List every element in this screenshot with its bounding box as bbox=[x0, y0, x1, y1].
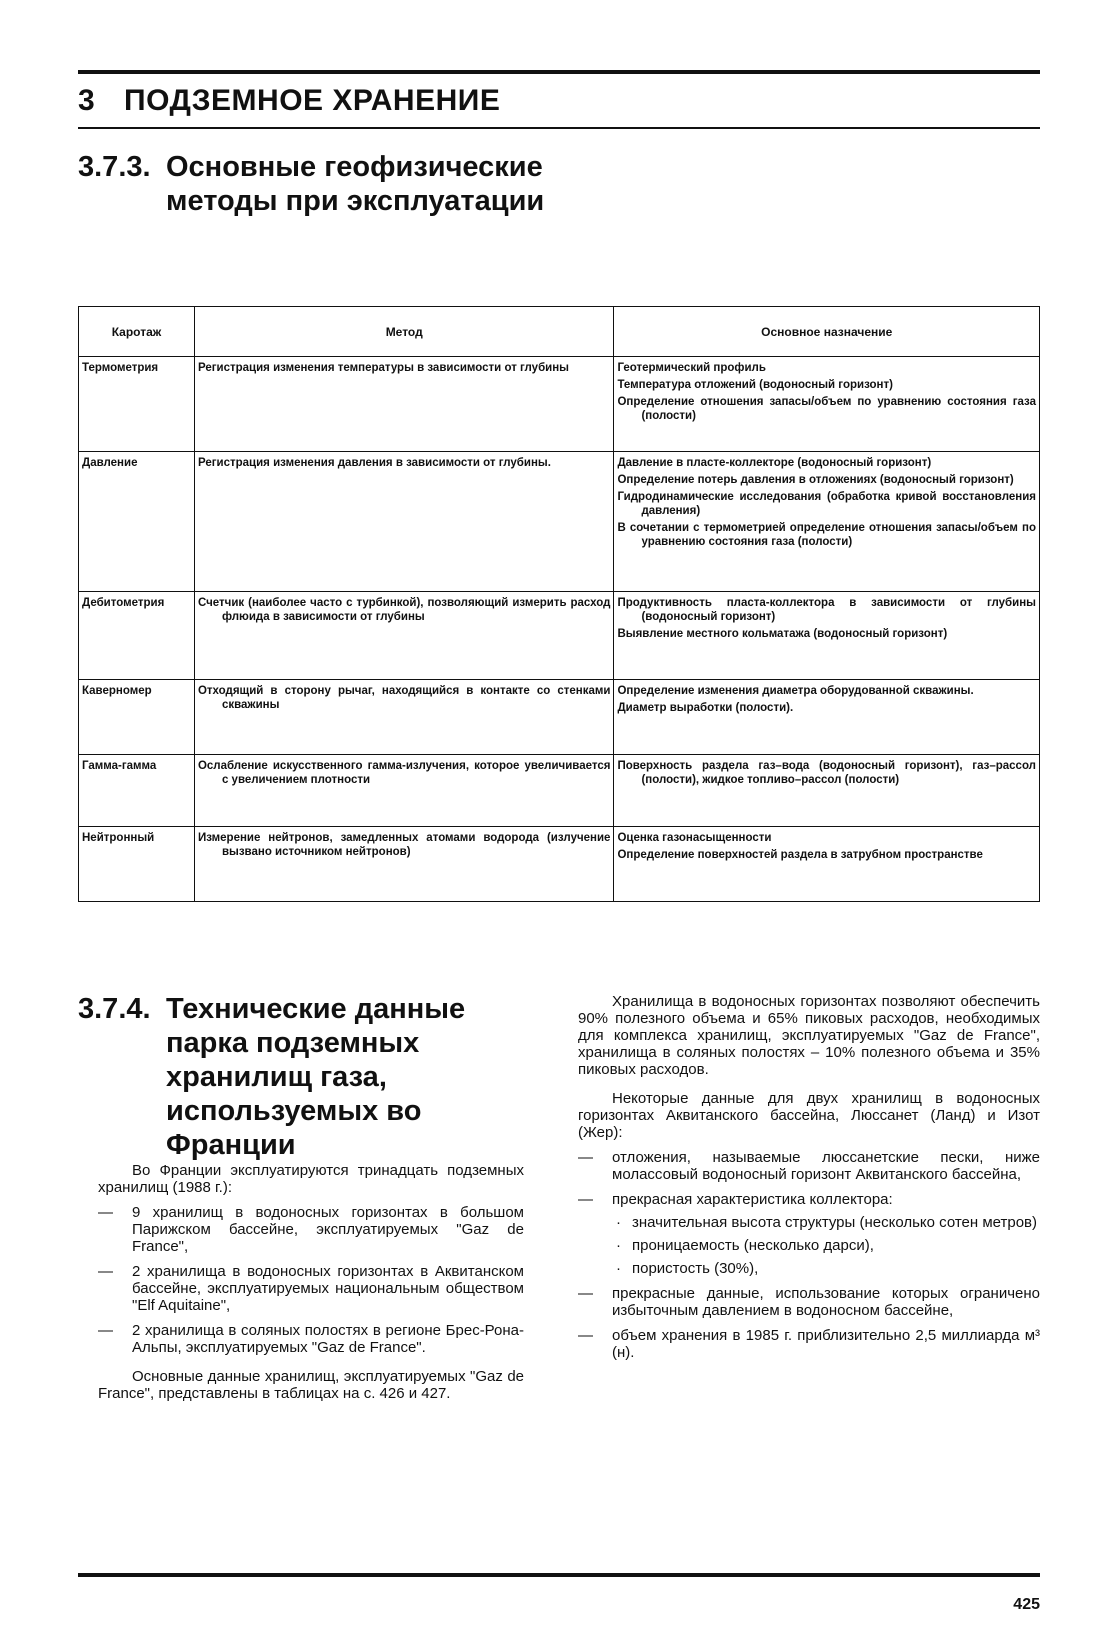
list-item-text: прекрасные данные, использование которых ограничено избыточным давлением в водоносном бассейне, bbox=[612, 1285, 1040, 1319]
header-top-rule bbox=[78, 70, 1040, 74]
method-text: Регистрация изменения температуры в зависимости от глубины bbox=[197, 362, 570, 374]
table-row bbox=[79, 592, 1040, 680]
purpose-item: Гидродинамические исследования (обработка кривой восстановления давления) bbox=[617, 491, 1036, 517]
logging-cell: Давление bbox=[79, 452, 195, 592]
right-paragraph-1: Хранилища в водоносных горизонтах позволяют обеспечить 90% полезного объема и 65% пиковых расходов, необходимых для комплекса хранилищ, эксплуатируемых "Gaz de France", хранилища в соляных полостях – 10% полезного объема и 35% пиковых расходов. bbox=[578, 993, 1040, 1078]
left-intro-paragraph: Во Франции эксплуатируются тринадцать подземных хранилищ (1988 г.): bbox=[98, 1162, 524, 1196]
storage-list bbox=[98, 1204, 524, 1356]
method-text: Отходящий в сторону рычаг, находящийся в контакте со стенками скважины bbox=[197, 685, 611, 711]
dash-mark: — bbox=[578, 1191, 593, 1208]
list-item-text: 2 хранилища в водоносных горизонтах в Аквитанском бассейне, эксплуатируемых национальным обществом "Elf Aquitaine", bbox=[132, 1263, 524, 1314]
left-closing-paragraph: Основные данные хранилищ, эксплуатируемых "Gaz de France", представлены в таблицах на с. 426 и 427. bbox=[98, 1368, 524, 1402]
method-cell bbox=[194, 680, 614, 755]
section-373-title: Основные геофизические методы при эксплуатации bbox=[166, 151, 545, 217]
section-373-heading bbox=[78, 150, 598, 218]
list-item bbox=[98, 1263, 524, 1314]
right-column bbox=[578, 993, 1040, 1361]
collector-sublist bbox=[578, 1214, 1040, 1277]
sub-item-text: значительная высота структуры (несколько сотен метров) bbox=[632, 1214, 1037, 1231]
purpose-cell bbox=[614, 357, 1040, 452]
logging-cell: Нейтронный bbox=[79, 827, 195, 902]
dash-mark: — bbox=[98, 1322, 113, 1339]
list-item-text: отложения, называемые люссанетские пески, ниже молассовый водоносный горизонт Аквитанского бассейна, bbox=[612, 1149, 1040, 1183]
page-number: 425 bbox=[1013, 1596, 1040, 1613]
list-item-text: 2 хранилища в соляных полостях в регионе Брес-Рона-Альпы, эксплуатируемых "Gaz de France". bbox=[132, 1322, 524, 1356]
logging-cell: Термометрия bbox=[79, 357, 195, 452]
purpose-cell bbox=[614, 452, 1040, 592]
sub-list-item bbox=[578, 1260, 1040, 1277]
header-method: Метод bbox=[194, 307, 614, 357]
list-item-text: 9 хранилищ в водоносных горизонтах в большом Парижском бассейне, эксплуатируемых "Gaz de France", bbox=[132, 1204, 524, 1255]
method-text: Счетчик (наиболее часто с турбинкой), позволяющий измерить расход флюида в зависимости от глубины bbox=[197, 597, 611, 623]
logging-cell: Дебитометрия bbox=[79, 592, 195, 680]
method-cell bbox=[194, 357, 614, 452]
purpose-item: Продуктивность пласта-коллектора в зависимости от глубины (водоносный горизонт) bbox=[617, 597, 1036, 623]
purpose-item: Определение потерь давления в отложениях (водоносный горизонт) bbox=[617, 474, 1014, 486]
header-logging: Каротаж bbox=[79, 307, 195, 357]
purpose-cell bbox=[614, 827, 1040, 902]
dash-mark: — bbox=[578, 1327, 593, 1344]
footer-rule bbox=[78, 1573, 1040, 1577]
table-row bbox=[79, 680, 1040, 755]
header-bottom-rule bbox=[78, 127, 1040, 129]
section-374-number: 3.7.4. bbox=[78, 993, 151, 1025]
bullet-mark: · bbox=[616, 1214, 621, 1231]
chapter-title bbox=[78, 84, 500, 118]
list-item bbox=[578, 1191, 1040, 1208]
sub-item-text: пористость (30%), bbox=[632, 1260, 759, 1277]
method-cell bbox=[194, 592, 614, 680]
bullet-mark: · bbox=[616, 1237, 621, 1254]
purpose-cell bbox=[614, 755, 1040, 827]
table-row bbox=[79, 827, 1040, 902]
section-374-title: Технические данные парка подземных хранилищ газа, используемых во Франции bbox=[166, 993, 466, 1161]
list-item-text: прекрасная характеристика коллектора: bbox=[612, 1191, 893, 1208]
table-row bbox=[79, 357, 1040, 452]
purpose-item: Давление в пласте-коллекторе (водоносный горизонт) bbox=[617, 457, 932, 469]
section-374-heading bbox=[78, 992, 538, 1162]
list-item-text: объем хранения в 1985 г. приблизительно 2,5 миллиарда м³ (н). bbox=[612, 1327, 1040, 1361]
list-item bbox=[98, 1322, 524, 1356]
method-cell bbox=[194, 452, 614, 592]
method-text: Регистрация изменения давления в зависимости от глубины. bbox=[197, 457, 551, 469]
geophysical-methods-table bbox=[78, 306, 1040, 902]
section-373-number: 3.7.3. bbox=[78, 151, 151, 183]
dash-mark: — bbox=[98, 1204, 113, 1221]
method-cell bbox=[194, 827, 614, 902]
purpose-item: Определение изменения диаметра оборудованной скважины. bbox=[617, 685, 974, 697]
header-purpose: Основное назначение bbox=[614, 307, 1040, 357]
table-row bbox=[79, 452, 1040, 592]
list-item bbox=[578, 1285, 1040, 1319]
purpose-cell bbox=[614, 592, 1040, 680]
chapter-title-text: ПОДЗЕМНОЕ ХРАНЕНИЕ bbox=[124, 84, 501, 117]
characteristics-list bbox=[578, 1149, 1040, 1361]
logging-cell: Гамма-гамма bbox=[79, 755, 195, 827]
table-row bbox=[79, 755, 1040, 827]
list-item bbox=[98, 1204, 524, 1255]
method-text: Ослабление искусственного гамма-излучения, которое увеличивается с увеличением плотности bbox=[197, 760, 611, 786]
purpose-cell bbox=[614, 680, 1040, 755]
method-cell bbox=[194, 755, 614, 827]
chapter-number: 3 bbox=[78, 84, 96, 117]
purpose-item: Выявление местного кольматажа (водоносный горизонт) bbox=[617, 628, 948, 640]
table-header-row bbox=[79, 307, 1040, 357]
purpose-item: Определение поверхностей раздела в затрубном пространстве bbox=[617, 849, 983, 861]
dash-mark: — bbox=[578, 1149, 593, 1166]
purpose-item: Диаметр выработки (полости). bbox=[617, 702, 794, 714]
purpose-item: Определение отношения запасы/объем по уравнению состояния газа (полости) bbox=[617, 396, 1036, 422]
sub-list-item bbox=[578, 1237, 1040, 1254]
purpose-item: Геотермический профиль bbox=[617, 362, 766, 374]
dash-mark: — bbox=[98, 1263, 113, 1280]
dash-mark: — bbox=[578, 1285, 593, 1302]
bullet-mark: · bbox=[616, 1260, 621, 1277]
logging-cell: Каверномер bbox=[79, 680, 195, 755]
list-item bbox=[578, 1149, 1040, 1183]
sub-item-text: проницаемость (несколько дарси), bbox=[632, 1237, 874, 1254]
purpose-item: В сочетании с термометрией определение отношения запасы/объем по уравнению состояния газа (полости) bbox=[617, 522, 1036, 548]
list-item bbox=[578, 1327, 1040, 1361]
purpose-item: Температура отложений (водоносный горизонт) bbox=[617, 379, 893, 391]
purpose-item: Поверхность раздела газ–вода (водоносный горизонт), газ–рассол (полости), жидкое топливо–рассол (полости) bbox=[617, 760, 1036, 786]
sub-list-item bbox=[578, 1214, 1040, 1231]
purpose-item: Оценка газонасыщенности bbox=[617, 832, 772, 844]
left-column bbox=[98, 1162, 524, 1402]
right-paragraph-2: Некоторые данные для двух хранилищ в водоносных горизонтах Аквитанского бассейна, Люссанет (Ланд) и Изот (Жер): bbox=[578, 1090, 1040, 1141]
method-text: Измерение нейтронов, замедленных атомами водорода (излучение вызвано источником нейтронов) bbox=[197, 832, 611, 858]
